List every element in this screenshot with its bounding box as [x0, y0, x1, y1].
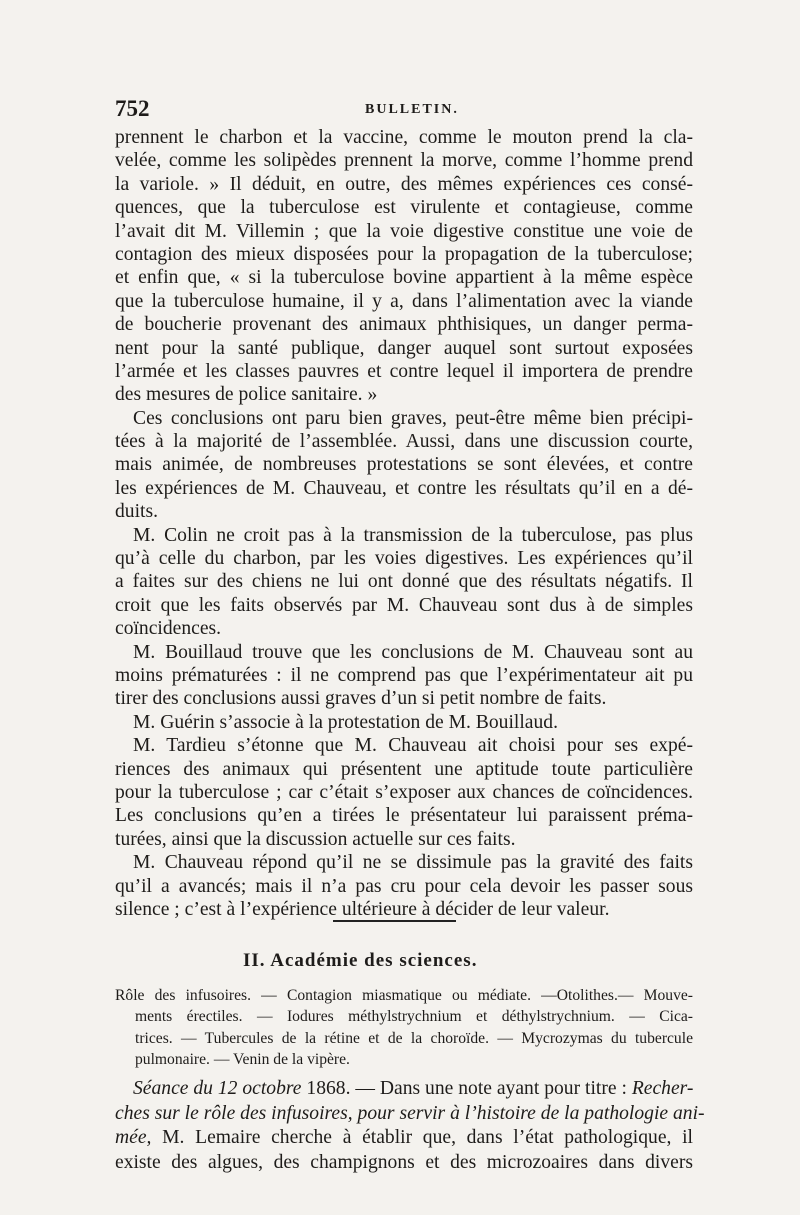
text-line: M. Guérin s’associe à la protestation de M. Bouillaud. — [133, 711, 558, 733]
text-line: M. Bouillaud trouve que les conclusions de M. Chauveau sont au — [133, 641, 693, 663]
seance-date: Séance du 12 octobre — [133, 1078, 302, 1099]
text-line — [115, 1102, 705, 1127]
text-line: riences des animaux qui présentent une aptitude toute particulière — [115, 758, 693, 780]
section-title: II. Académie des sciences. — [243, 950, 478, 971]
text-line: qu’il a avancés; mais il n’a pas cru pour cela devoir les passer sous — [115, 875, 693, 897]
text-line: M. Colin ne croit pas à la transmission de la tuberculose, pas plus — [133, 524, 693, 546]
text-line: tirer des conclusions aussi graves d’un si petit nombre de faits. — [115, 688, 607, 710]
text-line: l’avait dit M. Villemin ; que la voie digestive constitue une voie de — [115, 220, 693, 242]
text-line: tées à la majorité de l’assemblée. Aussi, dans une discussion courte, — [115, 431, 693, 453]
section-divider — [333, 920, 456, 922]
seance-year: 1868. — Dans une note ayant pour titre : — [301, 1078, 632, 1099]
text-span: M. Lemaire cherche à établir que, dans l’état pathologique, il — [151, 1127, 693, 1148]
text-line: qu’à celle du charbon, par les voies digestives. Les expériences qu’il — [115, 548, 693, 570]
text-line: mais animée, de nombreuses protestations se sont élevées, et contre — [115, 454, 693, 476]
text-line: prennent le charbon et la vaccine, comme le mouton prend la cla- — [115, 127, 693, 148]
text-line: que la tuberculose humaine, il y a, dans l’alimentation avec la viande — [115, 290, 693, 312]
note-title: ches sur le rôle des infusoires, pour servir à l’histoire de la pathologie ani- — [115, 1102, 705, 1124]
summary-line: Rôle des infusoires. — Contagion miasmatique ou médiate. —Otolithes.— Mouve- — [115, 987, 693, 1004]
text-line: Les conclusions qu’en a tirées le présentateur lui paraissent préma- — [115, 805, 693, 827]
text-line: contagion des mieux disposées pour la propagation de la tuberculose; — [115, 243, 693, 265]
text-line: la variole. » Il déduit, en outre, des mêmes expériences ces consé- — [115, 173, 693, 195]
text-line: des mesures de police sanitaire. » — [115, 384, 378, 406]
text-line: nent pour la santé publique, danger auquel sont surtout exposées — [115, 337, 693, 359]
text-line: croit que les faits observés par M. Chauveau sont dus à de simples — [115, 594, 693, 616]
text-line: coïncidences. — [115, 618, 222, 640]
text-line: a faites sur des chiens ne lui ont donné que des résultats négatifs. Il — [115, 571, 693, 593]
note-title: mée, — [115, 1127, 152, 1148]
text-line: Ces conclusions ont paru bien graves, peut-être même bien précipi- — [133, 407, 693, 429]
text-line: les expériences de M. Chauveau, et contre les résultats qu’il en a dé- — [115, 477, 693, 499]
text-line: quences, que la tuberculose est virulente et contagieuse, comme — [115, 197, 693, 219]
text-line: existe des algues, des champignons et des microzoaires dans divers — [115, 1151, 693, 1173]
text-line: pour la tuberculose ; car c’était s’exposer aux chances de coïncidences. — [115, 781, 693, 803]
running-head: BULLETIN. — [365, 102, 459, 117]
summary-line: pulmonaire. — Venin de la vipère. — [135, 1050, 350, 1068]
section-summary — [115, 985, 693, 1070]
text-line — [115, 1077, 693, 1102]
text-line: l’armée et les classes pauvres et contre lequel il importera de prendre — [115, 360, 693, 382]
text-line: moins prématurées : il ne comprend pas que l’expérimentateur ait pu — [115, 664, 693, 686]
note-title: Recher- — [631, 1078, 694, 1099]
text-line: silence ; c’est à l’expérience ultérieure à décider de leur valeur. — [115, 898, 610, 920]
text-line — [115, 1126, 693, 1151]
main-text — [115, 126, 693, 921]
page-number: 752 — [115, 96, 150, 121]
text-line: M. Chauveau répond qu’il ne se dissimule pas la gravité des faits — [133, 852, 693, 874]
summary-line: ments érectiles. — Iodures méthylstrychnium et déthylstrychnium. — Cica- — [135, 1008, 693, 1026]
summary-line: trices. — Tubercules de la rétine et de la choroïde. — Mycrozymas du tubercule — [135, 1029, 693, 1047]
text-line: duits. — [115, 501, 159, 523]
text-line: et enfin que, « si la tuberculose bovine appartient à la même espèce — [115, 267, 693, 289]
text-line: de boucherie provenant des animaux phthisiques, un danger perma- — [115, 314, 693, 336]
text-line: M. Tardieu s’étonne que M. Chauveau ait choisi pour ses expé- — [133, 735, 693, 757]
seance-paragraph — [115, 1077, 705, 1175]
text-line: turées, ainsi que la discussion actuelle sur ces faits. — [115, 828, 516, 850]
text-line: velée, comme les solipèdes prennent la morve, comme l’homme prend — [115, 150, 693, 172]
page-header — [115, 96, 690, 124]
